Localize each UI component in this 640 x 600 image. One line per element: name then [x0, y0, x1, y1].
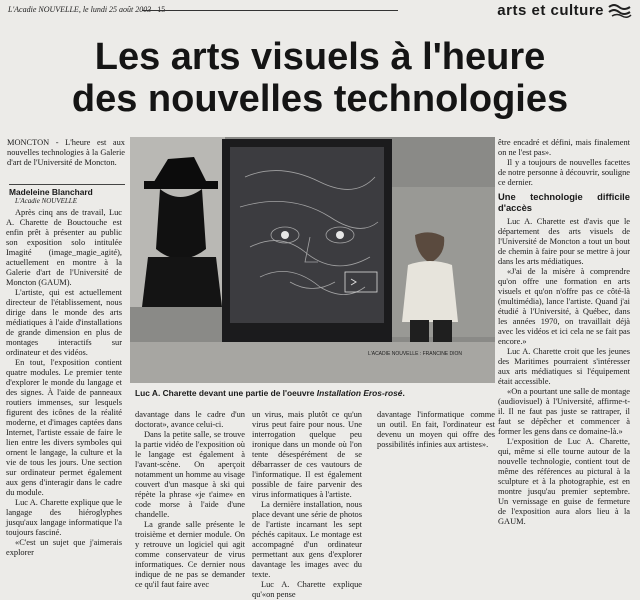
- paragraph: Luc A. Charette est d'avis que le département des arts visuels de l'Université de Moncton a tout un bout de chemin à faire pour se mettre à jour dans les arts médiatiques.: [498, 217, 630, 266]
- byline: [9, 184, 125, 205]
- headline: [0, 36, 640, 120]
- article-column-4: [377, 410, 495, 502]
- masthead-rule: [142, 10, 398, 11]
- paragraph: Dans la petite salle, se trouve la partie vidéo de l'exposition où le langage est également à l'avant-scène. On aperçoit notamment un homme au visage couvert d'un masque à ski qui répète la phrase «je t'aime» en code morse à l'aide d'une chandelle.: [135, 430, 245, 519]
- paragraph: davantage l'informatique comme un outil. En fait, l'ordinateur est devenu un moyen qui offre des possibilités infinies aux artistes».: [377, 410, 495, 449]
- photo-caption: Luc A. Charette devant une partie de l'oeuvre Installation Eros-rosé.: [135, 388, 405, 398]
- photo-illustration: [130, 137, 495, 383]
- caption-work-title: Installation Eros-rosé: [316, 388, 403, 398]
- paragraph: «J'ai de la misère à comprendre qu'on offre une formation en arts visuels et qu'on n'offre pas ce côté-là (multimédia), lance l'artiste. Quand j'ai étudié à l'Université, à Québec, dans les années 1970, on travaillait déjà avec les vidéos et ici cela ne se fait pas encore.»: [498, 267, 630, 346]
- paragraph: Luc A. Charette explique que le langage des hiéroglyphes jusqu'aux langage informatique l'a toujours fasciné.: [6, 498, 122, 537]
- paragraph: La grande salle présente le troisième et dernier module. On y retrouve un logiciel qui agit comme conservateur de virus informatiques. Ce dernier nous indique de ne pas se demander ce qu'il faut faire avec: [135, 520, 245, 589]
- article-column-2: [135, 410, 245, 589]
- paragraph: Luc A. Charette explique qu'«on pense: [252, 580, 362, 599]
- paragraph: Après cinq ans de travail, Luc A. Charette de Bouctouche est enfin prêt à présenter au public son exposition solo intitulée Imagité (image_magie_agité), actuellement en montre à la Galerie d'art de l'Université de Moncton (GAUM).: [6, 208, 122, 287]
- photo-credit: L'ACADIE NOUVELLE : FRANCINE DION: [368, 351, 463, 357]
- waves-icon: [608, 3, 632, 17]
- article-photo: [130, 137, 495, 383]
- paragraph: «C'est un sujet que j'aimerais explorer: [6, 538, 122, 557]
- paragraph: La dernière installation, nous place devant une série de photos de l'artiste incarnant les sept péchés capitaux. Le montage est accompagné d'un ordinateur permettant aux gens d'explorer davantage les images avec du texte.: [252, 500, 362, 579]
- paragraph: En tout, l'exposition contient quatre modules. Le premier tente d'explorer le monde du langage et des signes. À l'aide de panneaux routiers immenses, sur lesquels figurent des icônes de la réalité moderne, et d'images captées dans Internet, l'artiste essaie de faire le lien entre les divers symboles qui ornent le langage, la culture et la vie de tous les jours. Une section sur ordinateur permet également aux gens d'interagir dans le cadre du module.: [6, 358, 122, 497]
- paragraph: «On a pourtant une salle de montage (audiovisuel) à l'Université, affirme-t-il. Il ne faut pas juste se rattraper, il faut se dépêcher et commencer à former les gens dans ce domaine-là.»: [498, 387, 630, 436]
- paragraph: Il y a toujours de nouvelles facettes de notre personne à découvrir, souligne ce dernier.: [498, 158, 630, 187]
- paragraph: être encadré et défini, mais finalement on ne l'est pas».: [498, 138, 630, 157]
- article-column-3: [252, 410, 362, 599]
- subheading: Une technologie difficile d'accès: [498, 191, 630, 213]
- paragraph: Luc A. Charette croit que les jeunes des Maritimes pourraient s'intéresser aux arts médiatiques si l'équipement était accessible.: [498, 347, 630, 386]
- paragraph: L'artiste, qui est actuellement directeur de l'établissement, nous dirige dans le monde des arts médiatiques à l'aide d'installations de grande dimension en plus de montages interactifs sur ordinateur et des vidéos.: [6, 288, 122, 357]
- paragraph: davantage dans le cadre d'un doctorat», avance celui-ci.: [135, 410, 245, 429]
- section-name: arts et culture: [497, 2, 604, 19]
- author-name: Madeleine Blanchard: [9, 187, 93, 197]
- publication-date: L'Acadie NOUVELLE, le lundi 25 août 2003 15: [8, 5, 166, 14]
- headline-line-2: des nouvelles technologies: [71, 78, 569, 120]
- headline-line-1: Les arts visuels à l'heure: [94, 36, 546, 78]
- page-number: 15: [157, 5, 166, 14]
- article-column-5: [498, 138, 630, 526]
- article-column-1: [6, 208, 122, 557]
- author-org: L'Acadie NOUVELLE: [15, 197, 77, 205]
- paragraph: un virus, mais plutôt ce qu'un virus peut faire pour nous. Une interrogation quelque peu ironique dans un monde où l'on tente désespérément de se débarrasser de ces vautours de l'informatique. Il est également possible de faire parvenir des virus informatiques à l'artiste.: [252, 410, 362, 499]
- masthead: [6, 2, 634, 20]
- lede: MONCTON - L'heure est aux nouvelles technologies à la Galerie d'art de l'Université de Moncton.: [7, 138, 125, 167]
- paragraph: L'exposition de Luc A. Charette, qui, même si elle tourne autour de la nouvelle technologie, contient tout de même des références au pictural à la sculpture et à la photographie, est en montre jusqu'au premier septembre. Un vernissage en guise de fermeture de l'exposition aura alors lieu à la GAUM.: [498, 437, 630, 526]
